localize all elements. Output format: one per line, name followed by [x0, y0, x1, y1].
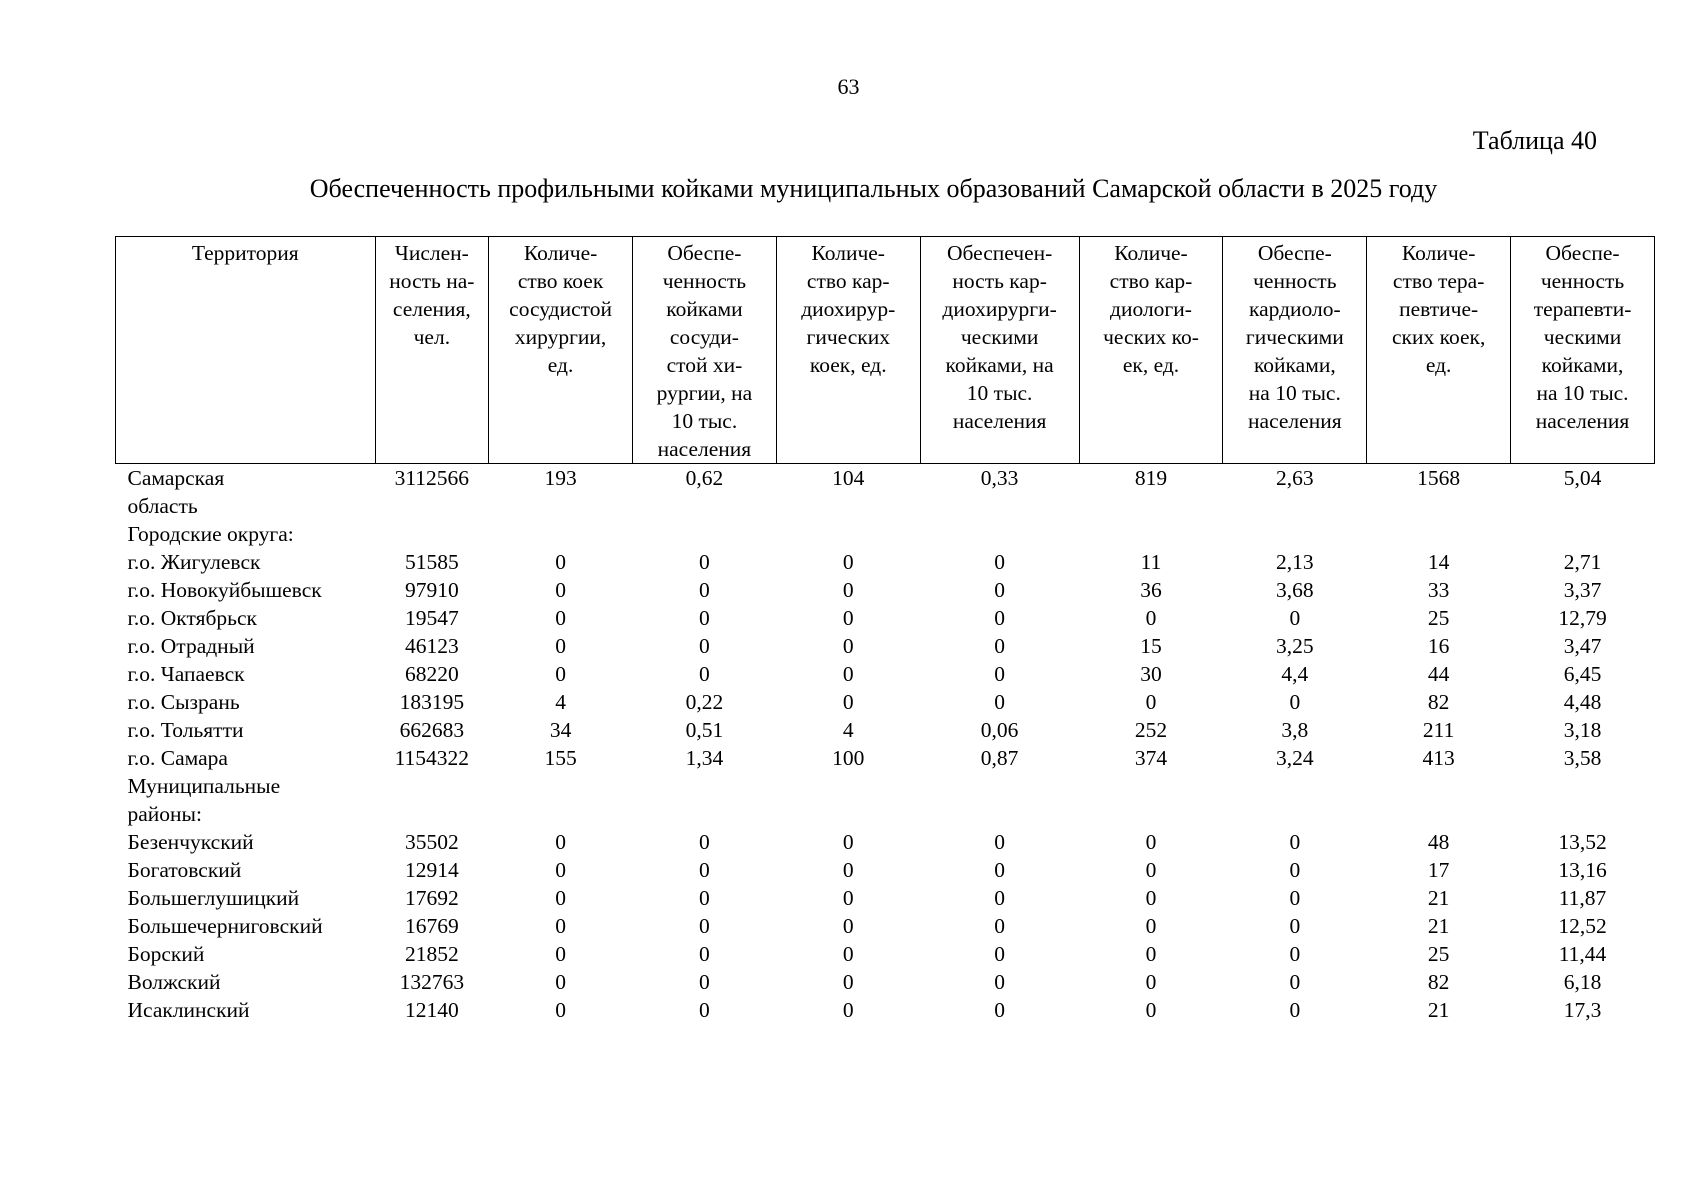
table-cell: 0,51	[685, 718, 724, 742]
table-cell: 252	[1134, 718, 1168, 742]
table-cell: 0,22	[685, 690, 724, 714]
table-row	[116, 464, 1655, 521]
table-cell: 11	[1140, 550, 1162, 574]
table-cell: 0	[699, 830, 710, 854]
table-cell: 0	[1145, 858, 1157, 882]
table-cell: 0	[842, 634, 854, 658]
table-cell: 11,44	[1558, 942, 1607, 966]
table-cell: 0	[842, 606, 854, 630]
table-cell: 0	[842, 662, 854, 686]
table-cell: 0	[555, 942, 566, 966]
table-cell: 4,48	[1563, 690, 1602, 714]
section-row	[116, 772, 1655, 828]
table-cell: 21	[1427, 914, 1450, 938]
table-cell: 3,18	[1563, 718, 1602, 742]
column-header-3: Обеспе- ченность койками сосуди- стой хи- рургии, на 10 тыс. населения	[633, 237, 777, 464]
table-cell: 0	[555, 998, 566, 1022]
table-cell: 413	[1422, 746, 1455, 770]
table-cell: 51585	[404, 550, 459, 574]
column-header-0: Территория	[116, 237, 376, 464]
table-cell: 5,04	[1563, 466, 1602, 490]
territory-name: Большеглушицкий	[127, 886, 300, 910]
table-cell: 211	[1422, 718, 1455, 742]
table-row	[116, 884, 1655, 912]
table-body	[116, 464, 1655, 1025]
table-cell: 0	[555, 914, 566, 938]
table-cell: 0	[555, 662, 566, 686]
table-cell: 0	[842, 914, 854, 938]
table-header-row	[116, 237, 1655, 464]
column-header-6: Количе- ство кар- диологи- ческих ко- ек, ед.	[1079, 237, 1223, 464]
table-cell: 12914	[404, 858, 459, 882]
table-cell: 0	[842, 886, 854, 910]
table-cell: 3,68	[1276, 578, 1314, 602]
table-cell: 0	[994, 606, 1005, 630]
territory-name: г.о. Октябрьск	[127, 606, 257, 630]
table-cell: 2,13	[1276, 550, 1314, 574]
table-cell: 34	[549, 718, 572, 742]
table-cell: 193	[544, 466, 577, 490]
territory-name: Исаклинский	[127, 998, 250, 1022]
table-cell: 44	[1427, 662, 1450, 686]
table-cell: 100	[832, 746, 865, 770]
table-cell: 3,58	[1563, 746, 1602, 770]
table-cell: 2,63	[1276, 466, 1314, 490]
territory-name: г.о. Самара	[127, 746, 228, 770]
table-row	[116, 576, 1655, 604]
territory-name: Волжский	[127, 970, 221, 994]
table-cell: 0	[842, 970, 854, 994]
table-cell: 12140	[404, 998, 459, 1022]
table-cell: 0	[699, 858, 710, 882]
table-cell: 0	[842, 998, 854, 1022]
table-cell: 82	[1427, 690, 1450, 714]
table-cell: 0	[1145, 914, 1157, 938]
table-cell: 0	[1145, 830, 1157, 854]
territory-name: Безенчукский	[127, 830, 254, 854]
column-header-7: Обеспе- ченность кардиоло- гическими койками, на 10 тыс. населения	[1223, 237, 1367, 464]
table-cell: 0	[1145, 970, 1157, 994]
table-row	[116, 716, 1655, 744]
table-cell: 15	[1140, 634, 1162, 658]
table-cell: 0	[994, 830, 1005, 854]
table-cell: 13,16	[1558, 858, 1607, 882]
section-label: Муниципальные районы:	[127, 774, 281, 826]
table-title: Обеспеченность профильными койками муниципальных образований Самарской области в 2025 году	[309, 174, 1438, 203]
table-cell: 12,52	[1558, 914, 1607, 938]
table-cell: 0	[699, 606, 710, 630]
table-cell: 0	[1145, 606, 1157, 630]
table-cell: 0,87	[980, 746, 1019, 770]
table-cell: 0	[1289, 998, 1301, 1022]
table-cell: 14	[1427, 550, 1450, 574]
table-cell: 0	[1289, 886, 1301, 910]
table-cell: 25	[1427, 606, 1450, 630]
table-cell: 1568	[1417, 466, 1461, 490]
territory-name: г.о. Жигулевск	[127, 550, 261, 574]
table-cell: 0	[699, 550, 710, 574]
table-cell: 183195	[399, 690, 465, 714]
table-cell: 0	[699, 942, 710, 966]
table-cell: 0	[699, 970, 710, 994]
table-cell: 0	[994, 550, 1005, 574]
table-cell: 0	[842, 858, 854, 882]
table-cell: 0	[994, 634, 1005, 658]
table-cell: 155	[544, 746, 577, 770]
data-table	[115, 236, 1655, 1024]
table-cell: 21852	[404, 942, 459, 966]
table-cell: 0	[842, 690, 854, 714]
table-cell: 11,87	[1558, 886, 1607, 910]
table-cell: 104	[832, 466, 865, 490]
table-cell: 6,45	[1563, 662, 1602, 686]
table-cell: 0	[1289, 690, 1301, 714]
table-cell: 0	[842, 578, 854, 602]
table-cell: 0	[555, 634, 566, 658]
table-cell: 4	[842, 718, 854, 742]
territory-name: г.о. Отрадный	[127, 634, 255, 658]
column-header-9: Обеспе- ченность терапевти- ческими койками, на 10 тыс. населения	[1511, 237, 1655, 464]
table-cell: 19547	[404, 606, 459, 630]
table-cell: 36	[1140, 578, 1162, 602]
table-cell: 0	[994, 662, 1005, 686]
table-cell: 0	[699, 634, 710, 658]
table-cell: 0	[1145, 690, 1157, 714]
table-cell: 0	[842, 942, 854, 966]
table-row	[116, 632, 1655, 660]
territory-name: Самарская область	[127, 466, 225, 518]
table-row	[116, 856, 1655, 884]
table-cell: 4,4	[1281, 662, 1309, 686]
table-cell: 6,18	[1563, 970, 1602, 994]
table-cell: 0	[1289, 606, 1301, 630]
column-header-8: Количе- ство тера- певтиче- ских коек, ед.	[1367, 237, 1511, 464]
table-row	[116, 968, 1655, 996]
table-cell: 0	[699, 998, 710, 1022]
table-cell: 0	[1289, 914, 1301, 938]
table-cell: 374	[1134, 746, 1168, 770]
table-cell: 1,34	[685, 746, 724, 770]
table-cell: 82	[1427, 970, 1450, 994]
table-cell: 0	[1289, 942, 1301, 966]
table-cell: 0	[555, 970, 566, 994]
table-cell: 0,62	[685, 466, 724, 490]
table-cell: 0	[555, 830, 566, 854]
table-row	[116, 940, 1655, 968]
table-row	[116, 828, 1655, 856]
table-cell: 35502	[404, 830, 459, 854]
table-cell: 0	[1289, 830, 1301, 854]
territory-name: г.о. Тольятти	[127, 718, 244, 742]
table-cell: 3,24	[1276, 746, 1314, 770]
table-cell: 0	[1289, 970, 1301, 994]
table-cell: 0	[994, 970, 1005, 994]
table-cell: 0	[994, 578, 1005, 602]
page-number: 63	[837, 74, 860, 99]
table-cell: 0	[555, 886, 566, 910]
table-cell: 0	[555, 606, 566, 630]
table-cell: 0	[1145, 886, 1157, 910]
table-cell: 68220	[404, 662, 459, 686]
table-cell: 16769	[404, 914, 459, 938]
territory-name: г.о. Новокуйбышевск	[127, 578, 322, 602]
table-cell: 1154322	[394, 746, 470, 770]
table-cell: 3112566	[394, 466, 470, 490]
table-cell: 25	[1427, 942, 1450, 966]
table-cell: 0	[699, 662, 710, 686]
table-cell: 0	[699, 914, 710, 938]
table-row	[116, 548, 1655, 576]
table-cell: 0	[1145, 998, 1157, 1022]
table-row	[116, 604, 1655, 632]
territory-name: г.о. Чапаевск	[127, 662, 245, 686]
table-cell: 0	[555, 858, 566, 882]
table-row	[116, 688, 1655, 716]
column-header-4: Количе- ство кар- диохирур- гических коек, ед.	[776, 237, 920, 464]
table-cell: 0	[994, 690, 1005, 714]
table-cell: 0	[994, 886, 1005, 910]
table-cell: 21	[1427, 998, 1450, 1022]
table-cell: 132763	[399, 970, 465, 994]
territory-name: Большечерниговский	[127, 914, 323, 938]
table-cell: 30	[1140, 662, 1162, 686]
table-cell: 97910	[404, 578, 459, 602]
territory-name: Богатовский	[127, 858, 242, 882]
table-cell: 0	[699, 578, 710, 602]
table-cell: 12,79	[1558, 606, 1607, 630]
table-cell: 0,06	[980, 718, 1019, 742]
table-cell: 3,47	[1563, 634, 1602, 658]
table-cell: 0	[842, 830, 854, 854]
table-row	[116, 660, 1655, 688]
table-cell: 13,52	[1558, 830, 1607, 854]
table-cell: 21	[1427, 886, 1450, 910]
table-cell: 0	[994, 914, 1005, 938]
table-cell: 33	[1427, 578, 1450, 602]
table-cell: 17,3	[1563, 998, 1602, 1022]
table-cell: 819	[1134, 466, 1168, 490]
table-cell: 0	[1289, 858, 1301, 882]
column-header-1: Числен- ность на- селения, чел.	[375, 237, 489, 464]
territory-name: г.о. Сызрань	[127, 690, 240, 714]
table-row	[116, 912, 1655, 940]
table-cell: 48	[1427, 830, 1450, 854]
territory-name: Борский	[127, 942, 205, 966]
table-number: Таблица 40	[1472, 126, 1597, 155]
table-cell: 0	[699, 886, 710, 910]
table-cell: 4	[555, 690, 566, 714]
table-cell: 3,8	[1281, 718, 1309, 742]
table-cell: 17	[1427, 858, 1450, 882]
table-cell: 0,33	[980, 466, 1019, 490]
section-row	[116, 520, 1655, 548]
column-header-5: Обеспечен- ность кар- диохирурги- ческими койками, на 10 тыс. населения	[920, 237, 1079, 464]
column-header-2: Количе- ство коек сосудистой хирургии, ед.	[489, 237, 633, 464]
table-cell: 662683	[399, 718, 465, 742]
section-label: Городские округа:	[127, 522, 294, 546]
table-row	[116, 996, 1655, 1024]
table-cell: 17692	[404, 886, 459, 910]
table-cell: 0	[994, 942, 1005, 966]
table-cell: 0	[994, 858, 1005, 882]
table-cell: 0	[842, 550, 854, 574]
table-cell: 0	[1145, 942, 1157, 966]
table-cell: 16	[1427, 634, 1450, 658]
table-row	[116, 744, 1655, 772]
table-cell: 0	[994, 998, 1005, 1022]
table-cell: 0	[555, 578, 566, 602]
table-cell: 3,25	[1276, 634, 1314, 658]
table-cell: 46123	[404, 634, 459, 658]
table-cell: 0	[555, 550, 566, 574]
table-cell: 3,37	[1563, 578, 1602, 602]
table-cell: 2,71	[1563, 550, 1602, 574]
